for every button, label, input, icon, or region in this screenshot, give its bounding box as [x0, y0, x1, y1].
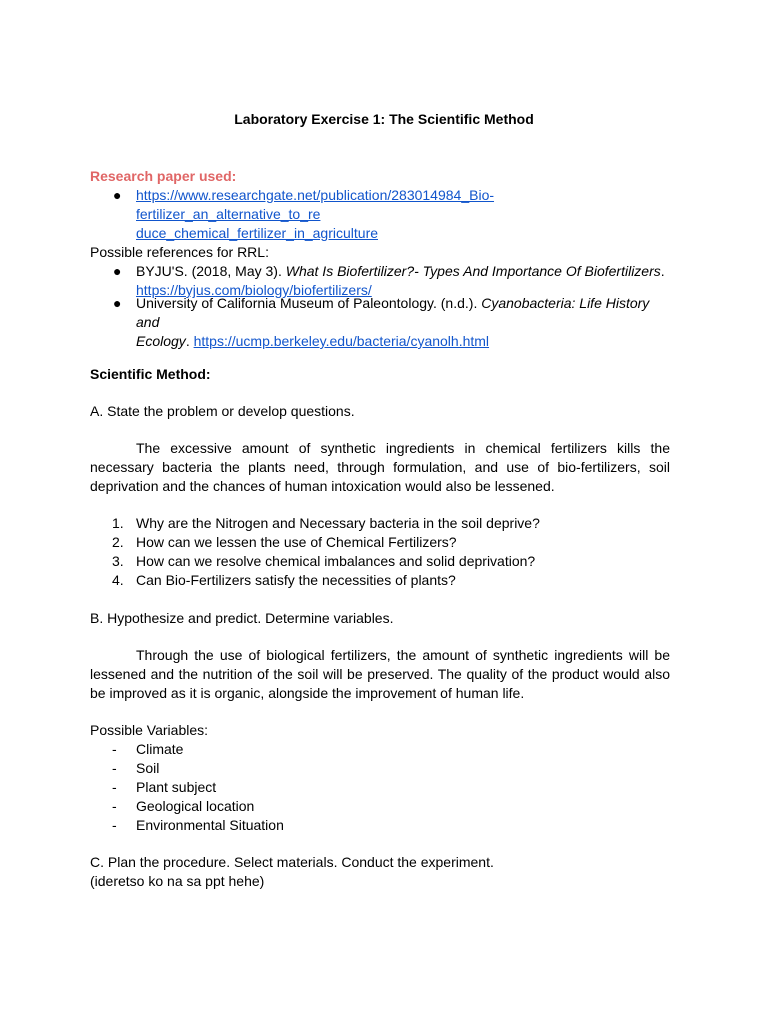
reference-title-cont: Ecology [136, 333, 186, 349]
variables-heading: Possible Variables: [90, 722, 209, 738]
reference-citation: BYJU'S. (2018, May 3). [136, 263, 286, 279]
bullet-icon: ● [113, 187, 122, 203]
section-c-note: (ideretso ko na sa ppt hehe) [90, 873, 265, 889]
method-heading: Scientific Method: [90, 366, 211, 382]
section-c-heading: C. Plan the procedure. Select materials. Conduct the experiment. [90, 854, 494, 870]
bullet-icon: ● [113, 263, 122, 279]
reference-title: Cyanobacteria: Life History and [136, 295, 650, 330]
section-b-paragraph: Through the use of biological fertilizers, the amount of synthetic ingredients will be lessened and the nutrition of the soil will be preserved. The quality of the product would also be improved as it is organic, alongside the improvement of human life. [90, 647, 670, 701]
section-a-heading: A. State the problem or develop questions. [90, 403, 355, 419]
reference-citation: University of California Museum of Paleontology. (n.d.). [136, 295, 482, 311]
references-heading: Possible references for RRL: [90, 244, 269, 260]
research-link[interactable] [136, 186, 670, 243]
reference-link[interactable]: https://ucmp.berkeley.edu/bacteria/cyanolh.html [193, 333, 490, 349]
document-page: Laboratory Exercise 1: The Scientific Method Research paper used: ● https://www.researchgate.net/publication/283014984_Bio-fertilizer_an_alternative_to_re duce_chemical_fertilizer_in_agriculture Possible references for RRL: ● BYJU'S. (2018, May 3). What Is Biofertilizer?- Types And Importance Of Biofertilizers. https://byjus.com/biology/biofertilizers/ ● University of California Museum of Paleontology. (n.d.). Cyanobacteria: Life History and Ecology. https://ucmp.berkeley.edu/bacteria/cyanolh.html Scientific Method: A. State the problem or develop questions. The excessive amount of synthetic ingredients in chemical fertilizers kills the necessary bacteria the plants need, through formulation, and use of bio-fertilizers, soil deprivation and the chances of human intoxication would also be lessened. 1. Why are the Nitrogen and Necessary bacteria in the soil deprive? 2. How can we lessen the use of Chemical Fertilizers? 3. How can we resolve chemical imbalances and solid deprivation? 4. Can Bio-Fertilizers satisfy the necessities of plants? B. Hypothesize and predict. Determine variables. Through the use of biological fertilizers, the amount of synthetic ingredients will be lessened and the nutrition of the soil will be preserved. The quality of the product would also be improved as it is organic, alongside the improvement of human life. Possible Variables: - Climate - Soil - Plant subject - Geological location - Environmental Situation C. Plan the procedure. Select materials. Conduct the experiment. (ideretso ko na sa ppt hehe) [0, 0, 768, 1024]
reference-link[interactable]: https://byjus.com/biology/biofertilizers/ [136, 282, 372, 298]
reference-title: What Is Biofertilizer?- Types And Importance Of Biofertilizers [285, 263, 661, 279]
section-b-heading: B. Hypothesize and predict. Determine variables. [90, 610, 394, 626]
research-link-line1[interactable]: https://www.researchgate.net/publication/283014984_Bio-fertilizer_an_alternative_to_re [136, 187, 495, 222]
research-link-line2[interactable]: duce_chemical_fertilizer_in_agriculture [136, 225, 379, 241]
research-heading: Research paper used: [90, 168, 237, 184]
section-a-paragraph: The excessive amount of synthetic ingredients in chemical fertilizers kills the necessary bacteria the plants need, through formulation, and use of bio-fertilizers, soil deprivation and the chances of human intoxication would also be lessened. [90, 440, 670, 494]
bullet-icon: ● [113, 295, 122, 311]
questions-list: 1. Why are the Nitrogen and Necessary bacteria in the soil deprive? 2. How can we lessen the use of Chemical Fertilizers? 3. How can we resolve chemical imbalances and solid deprivation? 4. Can Bio-Fertilizers satisfy the necessities of plants? [112, 515, 540, 588]
document-title: Laboratory Exercise 1: The Scientific Method [234, 111, 534, 127]
variables-list: - Climate - Soil - Plant subject - Geological location - Environmental Situation [112, 741, 284, 833]
